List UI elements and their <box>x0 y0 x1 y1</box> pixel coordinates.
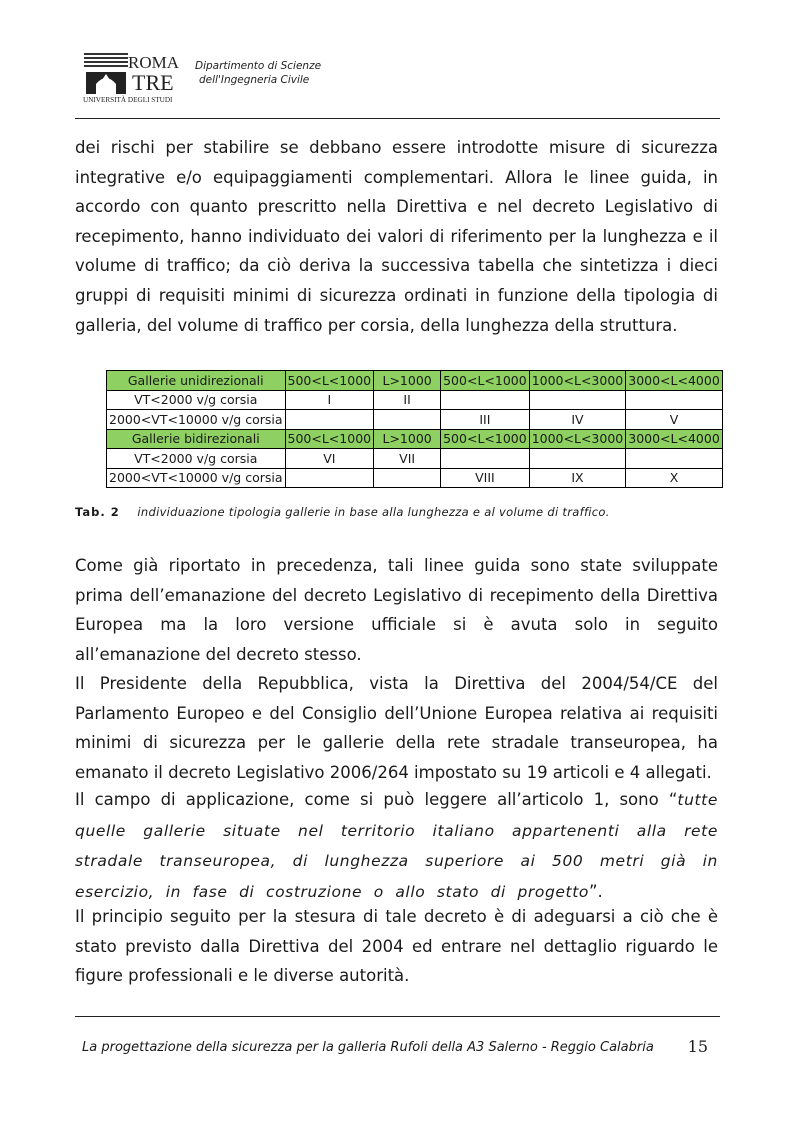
department-line-1: Dipartimento di Scienze <box>195 60 322 72</box>
table-row <box>107 449 723 469</box>
tunnel-type-table <box>106 370 723 488</box>
table-cell <box>441 390 530 410</box>
page-header <box>82 50 722 106</box>
table-cell <box>285 468 374 488</box>
svg-text:UNIVERSITÀ DEGLI STUDI: UNIVERSITÀ DEGLI STUDI <box>83 96 173 104</box>
table-cell: 3000<L<4000 <box>626 429 723 449</box>
paragraph-4 <box>75 785 718 907</box>
row-label-cell: VT<2000 v/g corsia <box>107 390 286 410</box>
table-caption <box>75 505 610 519</box>
row-label-cell: 2000<VT<10000 v/g corsia <box>107 468 286 488</box>
paragraph-4-quote: tutte quelle gallerie situate nel territorio italiano appartenenti alla rete stradale transeuropea, di lunghezza superiore ai 500 metri già in esercizio, in fase di costruzione o allo stato di progetto <box>75 791 718 901</box>
table-cell <box>285 410 374 430</box>
table-cell: VI <box>285 449 374 469</box>
paragraph-4-lead: Il campo di applicazione, come si può leggere all’articolo 1, sono “ <box>75 790 678 809</box>
svg-text:TRE: TRE <box>132 70 174 95</box>
table-cell <box>441 449 530 469</box>
row-label-cell: VT<2000 v/g corsia <box>107 449 286 469</box>
row-label-cell: 2000<VT<10000 v/g corsia <box>107 410 286 430</box>
table-cell <box>529 390 626 410</box>
table-cell: I <box>285 390 374 410</box>
table-row <box>107 390 723 410</box>
table-cell: V <box>626 410 723 430</box>
table-body <box>107 371 723 488</box>
table-row <box>107 371 723 391</box>
table-row <box>107 468 723 488</box>
table-cell: 3000<L<4000 <box>626 371 723 391</box>
footer-title: La progettazione della sicurezza per la galleria Rufoli della A3 Salerno - Reggio Calabria <box>82 1040 654 1055</box>
table-cell: 500<L<1000 <box>441 371 530 391</box>
table-cell <box>374 468 441 488</box>
row-label-cell: Gallerie bidirezionali <box>107 429 286 449</box>
table-cell: L>1000 <box>374 429 441 449</box>
table-cell: 500<L<1000 <box>441 429 530 449</box>
table-cell <box>529 449 626 469</box>
department-line-2: dell'Ingegneria Civile <box>199 74 310 86</box>
page-footer <box>82 1037 714 1056</box>
footer-rule <box>75 1016 720 1017</box>
department-name <box>195 59 321 87</box>
caption-text: individuazione tipologia gallerie in base alla lunghezza e al volume di traffico. <box>137 505 610 519</box>
paragraph-5: Il principio seguito per la stesura di tale decreto è di adeguarsi a ciò che è stato previsto dalla Direttiva del 2004 ed entrare nel dettaglio riguardo le figure professionali e le diverse autorità. <box>75 907 718 986</box>
table-cell: L>1000 <box>374 371 441 391</box>
table-cell: VIII <box>441 468 530 488</box>
table-cell: X <box>626 468 723 488</box>
caption-label: Tab. 2 <box>75 505 120 519</box>
roma-tre-logo <box>82 50 182 104</box>
table-row <box>107 410 723 430</box>
table-cell <box>374 410 441 430</box>
table-cell: VII <box>374 449 441 469</box>
table-cell: 1000<L<3000 <box>529 429 626 449</box>
table-cell <box>626 390 723 410</box>
header-rule <box>75 118 720 119</box>
table-cell: III <box>441 410 530 430</box>
paragraph-4-tail: ”. <box>588 881 603 901</box>
table-cell: 500<L<1000 <box>285 429 374 449</box>
row-label-cell: Gallerie unidirezionali <box>107 371 286 391</box>
paragraph-2: Come già riportato in precedenza, tali linee guida sono state sviluppate prima dell’emanazione del decreto Legislativo di recepimento della Direttiva Europea ma la loro versione ufficiale si è avuta solo in seguito all’emanazione del decreto stesso. <box>75 556 718 664</box>
table-cell: 500<L<1000 <box>285 371 374 391</box>
table-cell: II <box>374 390 441 410</box>
paragraph-1: dei rischi per stabilire se debbano essere introdotte misure di sicurezza integrative e/o equipaggiamenti complementari. Allora le linee guida, in accordo con quanto prescritto nella Direttiva e nel decreto Legislativo di recepimento, hanno individuato dei valori di riferimento per la lunghezza e il volume di traffico; da ciò deriva la successiva tabella che sintetizza i dieci gruppi di requisiti minimi di sicurezza ordinati in funzione della tipologia di galleria, del volume di traffico per corsia, della lunghezza della struttura. <box>75 138 718 335</box>
table-cell: 1000<L<3000 <box>529 371 626 391</box>
page-number: 15 <box>687 1037 708 1056</box>
table-cell <box>626 449 723 469</box>
table-cell: IV <box>529 410 626 430</box>
svg-text:ROMA: ROMA <box>128 53 180 72</box>
table-row <box>107 429 723 449</box>
table-cell: IX <box>529 468 626 488</box>
paragraph-3: Il Presidente della Repubblica, vista la Direttiva del 2004/54/CE del Parlamento Europeo e del Consiglio dell’Unione Europea relativa ai requisiti minimi di sicurezza per le gallerie della rete stradale transeuropea, ha emanato il decreto Legislativo 2006/264 impostato su 19 articoli e 4 allegati. <box>75 674 718 782</box>
